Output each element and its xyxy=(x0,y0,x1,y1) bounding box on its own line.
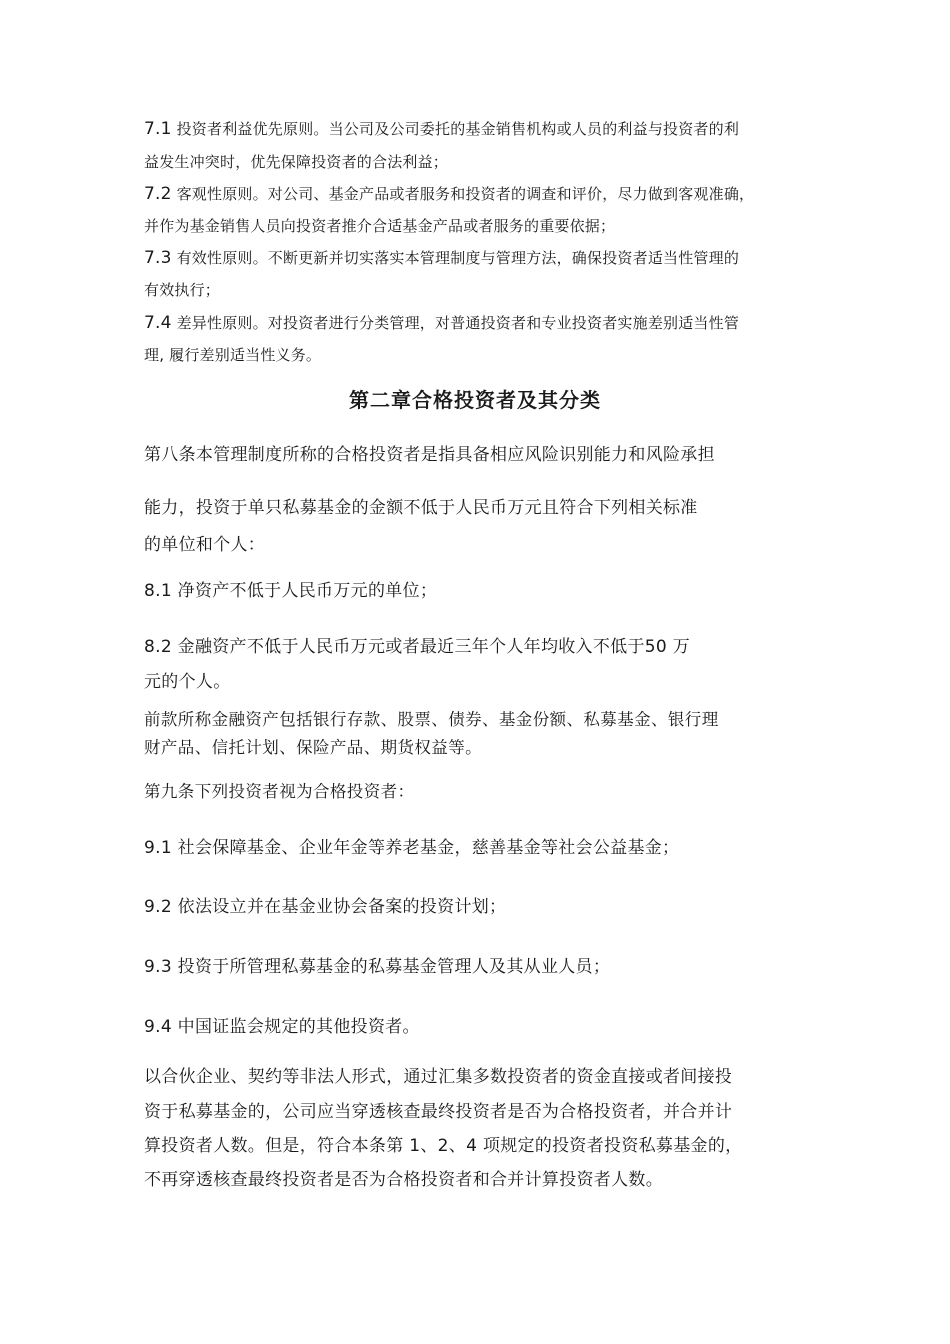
clause-number: 7.1 xyxy=(144,119,172,139)
article-8-note-line-2: 财产品、信托计划、保险产品、期货权益等。 xyxy=(144,738,482,757)
para-text: 算投资者人数。但是，符合本条第 xyxy=(144,1136,404,1156)
article-8-line-1: 第八条本管理制度所称的合格投资者是指具备相应风险识别能力和风险承担 xyxy=(144,445,715,465)
article-9-para-line-1: 以合伙企业、契约等非法人形式，通过汇集多数投资者的资金直接或者间接投 xyxy=(144,1067,733,1087)
clause-text: 金融资产不低于人民币万元或者最近三年个人年均收入不低于 xyxy=(177,637,645,657)
article-9-para-line-4: 不再穿透核查最终投资者是否为合格投资者和合并计算投资者人数。 xyxy=(144,1170,663,1190)
clause-number: 7.3 xyxy=(144,248,172,268)
separator: 、 xyxy=(420,1136,438,1156)
clause-number: 9.1 xyxy=(144,838,172,858)
clause-number: 9.4 xyxy=(144,1017,172,1037)
amount-number: 50 xyxy=(644,637,667,657)
para-text: 项规定的投资者投资私募基金的， xyxy=(482,1136,743,1156)
item-ref-number: 1 xyxy=(409,1136,421,1156)
clause-8-1 xyxy=(144,576,437,601)
clause-7-1-line-2: 益发生冲突时，优先保障投资者的合法利益； xyxy=(144,153,449,171)
clause-text: 中国证监会规定的其他投资者。 xyxy=(177,1017,420,1037)
article-8-note-line-1: 前款所称金融资产包括银行存款、股票、债券、基金份额、私募基金、银行理 xyxy=(144,710,719,729)
clause-text: 依法设立并在基金业协会备案的投资计划； xyxy=(177,897,507,917)
clause-text: 投资于所管理私募基金的私募基金管理人及其从业人员； xyxy=(177,957,611,977)
clause-7-4-line-2: 理, 履行差别适当性义务。 xyxy=(144,346,322,364)
clause-text: 社会保障基金、企业年金等养老基金，慈善基金等社会公益基金； xyxy=(177,838,680,858)
item-ref-number: 4 xyxy=(466,1136,478,1156)
clause-9-2 xyxy=(144,892,506,917)
article-9-para-line-2: 资于私募基金的，公司应当穿透核查最终投资者是否为合格投资者，并合并计 xyxy=(144,1102,733,1122)
clause-7-2-line-1 xyxy=(144,183,754,204)
clause-number: 7.2 xyxy=(144,184,172,204)
article-9-intro: 第九条下列投资者视为合格投资者： xyxy=(144,782,415,801)
article-9-para-line-3 xyxy=(144,1131,742,1156)
clause-text: 客观性原则。对公司、基金产品或者服务和投资者的调查和评价，尽力做到客观准确， xyxy=(176,185,755,203)
clause-text: 净资产不低于人民币万元的单位； xyxy=(177,581,438,601)
clause-number: 8.1 xyxy=(144,581,172,601)
clause-number: 9.2 xyxy=(144,897,172,917)
item-ref-number: 2 xyxy=(437,1136,449,1156)
clause-7-2-line-2: 并作为基金销售人员向投资者推介合适基金产品或者服务的重要依据； xyxy=(144,217,616,235)
clause-9-4 xyxy=(144,1012,420,1037)
article-8-line-3: 的单位和个人： xyxy=(144,535,266,555)
clause-9-1 xyxy=(144,833,679,858)
clause-text: 差异性原则。对投资者进行分类管理，对普通投资者和专业投资者实施差别适当性管 xyxy=(176,314,740,332)
article-8-line-2: 能力，投资于单只私募基金的金额不低于人民币万元且符合下列相关标准 xyxy=(144,498,698,518)
clause-text: 投资者利益优先原则。当公司及公司委托的基金销售机构或人员的利益与投资者的利 xyxy=(176,120,740,138)
clause-number: 8.2 xyxy=(144,637,172,657)
clause-7-1-line-1 xyxy=(144,118,739,139)
clause-8-2-line-2: 元的个人。 xyxy=(144,672,231,692)
chapter-title: 第二章合格投资者及其分类 xyxy=(349,388,601,412)
clause-number: 7.4 xyxy=(144,313,172,333)
clause-7-4-line-1 xyxy=(144,312,739,333)
clause-7-3-line-2: 有效执行； xyxy=(144,281,221,299)
clause-text: 有效性原则。不断更新并切实落实本管理制度与管理方法，确保投资者适当性管理的 xyxy=(176,249,740,267)
clause-number: 9.3 xyxy=(144,957,172,977)
separator: 、 xyxy=(448,1136,467,1156)
clause-8-2-line-1 xyxy=(144,632,690,657)
clause-7-3-line-1 xyxy=(144,247,739,268)
clause-text-unit: 万 xyxy=(672,637,691,657)
clause-9-3 xyxy=(144,952,610,977)
